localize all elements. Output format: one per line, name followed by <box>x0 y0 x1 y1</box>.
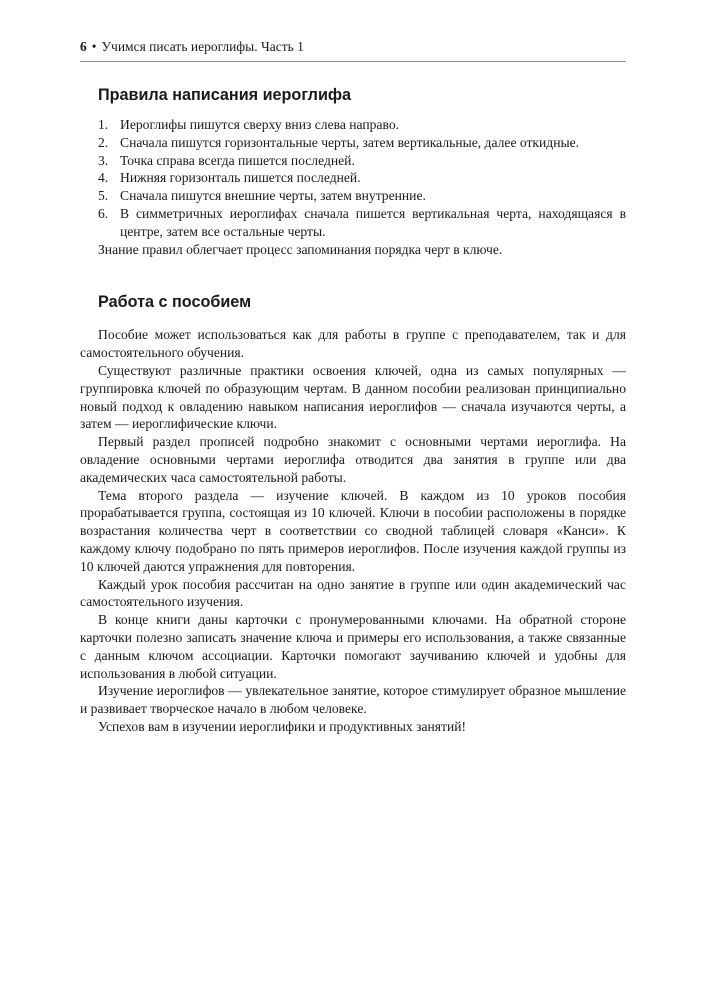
rule-number: 2. <box>98 134 109 150</box>
paragraph: Успехов вам в изучении иероглифики и продуктивных занятий! <box>98 718 467 734</box>
rule-item <box>80 134 626 152</box>
rule-text: Сначала пишутся горизонтальные черты, затем вертикальные, далее откидные. <box>120 134 580 150</box>
section-title-work: Работа с пособием <box>98 293 252 312</box>
paragraph: В конце книги даны карточки с пронумерованными ключами. На обратной стороне карточки полезно записать значение ключа и примеры его использования, а также связанные с данным ключом ассоциации. Карточки помогают заучиванию ключей и удобны для использования в любой ситуации. <box>80 612 626 681</box>
rule-number: 6. <box>98 205 109 221</box>
rule-text: Сначала пишутся внешние черты, затем внутренние. <box>120 188 426 204</box>
rule-text: Нижняя горизонталь пишется последней. <box>120 170 361 186</box>
rule-item <box>80 152 626 170</box>
section-title-rules: Правила написания иероглифа <box>98 86 352 104</box>
paragraph: Тема второго раздела — изучение ключей. В каждом из 10 уроков пособия прорабатывается группа, состоящая из 10 ключей. Ключи в пособии расположены в порядке возрастания количества черт в соответствии со сводной таблицей словаря «Канси». К каждому ключу подобрано по пять примеров иероглифов. После изучения каждой группы из 10 ключей даются упражнения для повторения. <box>80 487 626 574</box>
paragraph: Изучение иероглифов — увлекательное занятие, которое стимулирует образное мышление и развивает творческое начало в любом человеке. <box>80 683 626 717</box>
paragraph: Каждый урок пособия рассчитан на одно занятие в группе или один академический час самостоятельного изучения. <box>80 576 626 610</box>
rule-text: Иероглифы пишутся сверху вниз слева направо. <box>120 117 400 132</box>
rule-number: 4. <box>98 170 109 186</box>
rule-number: 5. <box>98 188 109 204</box>
header-separator: • <box>91 39 97 54</box>
rule-item <box>80 205 626 241</box>
paragraph: Пособие может использоваться как для работы в группе с преподавателем, так и для самостоятельного обучения. <box>80 327 626 361</box>
paragraph: Существуют различные практики освоения ключей, одна из самых популярных — группировка ключей по образующим чертам. В данном пособии реализован принципиально новый подход к овладению навыком написания иероглифов — сначала изучаются черты, а затем — иероглифические ключи. <box>80 362 626 432</box>
rule-item <box>80 187 626 205</box>
rule-item <box>80 169 626 187</box>
page-number: 6 <box>80 39 87 54</box>
rule-item <box>80 116 626 134</box>
rules-closing-paragraph: Знание правил облегчает процесс запоминания порядка черт в ключе. <box>98 241 503 257</box>
rule-text: Точка справа всегда пишется последней. <box>120 152 355 168</box>
running-title: Учимся писать иероглифы. Часть 1 <box>101 39 304 54</box>
paragraph: Первый раздел прописей подробно знакомит с основными чертами иероглифа. На овладение основными чертами иероглифа отводится два занятия в группе или два академических часа самостоятельной работы. <box>80 434 626 485</box>
rules-list <box>80 116 626 241</box>
rule-text: В симметричных иероглифах сначала пишется вертикальная черта, находящаяся в центре, затем все остальные черты. <box>120 205 626 239</box>
rule-number: 1. <box>98 117 109 132</box>
running-header <box>80 38 626 62</box>
rule-number: 3. <box>98 152 109 168</box>
document-page <box>80 38 626 736</box>
